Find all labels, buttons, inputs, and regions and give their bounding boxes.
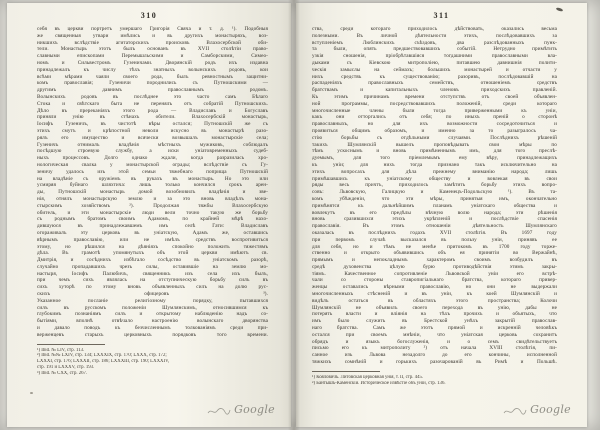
text-line: примѣшавшись къ уніатскому обществу и вовлекая въ свои: [312, 175, 557, 182]
text-line: ственно и открыто объявившись объ ея принятіи во Вержайнѣ,: [312, 250, 557, 257]
footnote-line: ¹) Кояловичъ. Литовская церковная унія, т. II, стр. 445.: [312, 374, 424, 380]
text-line: вовлекутъ въ его предѣлы вѣчную волю народа; эти рѣшенія: [312, 209, 557, 216]
text-line: проявиться общимъ образомъ, и именно за то разыгралось ча-: [312, 127, 557, 134]
text-line: приняли унію въ стѣнахъ обители. Влахосербскій монастырь,: [37, 114, 268, 121]
text-line: Шумлянскій не объявилъ своего перехода въ унію, дабы не: [312, 304, 557, 311]
text-line: сихъ хуторѣ по этому вновь объявленныхъ силъ на долю рус-: [37, 284, 268, 291]
text-line: никшихъ вслѣдствіе агитаторскихъ происковъ Влахосербской оби-: [37, 39, 268, 46]
text-line: къ уніи; для нихъ тогда признано такъ исключительно на: [312, 161, 557, 168]
text-line: имъ было служить въ Брестской унѣхъ закрытій православ-: [312, 318, 557, 325]
text-line: братствамъ и капитальныхъ членовъ приходскихъ правленій.: [312, 87, 557, 94]
text-line: стію борьбы съ отдѣльными случаями. Послѣднихъ рѣшеній: [312, 134, 557, 141]
text-line: обитель, и эти монастырскіе люди вели точно такую же борьбу: [37, 209, 268, 216]
text-line: ческія замыслы на сеймахъ; большихъ монастырей и отчасти у: [312, 66, 557, 73]
text-line: многочисленныхъ стѣсненій и въ уніи, къ коей Шумлянскій и: [312, 291, 557, 298]
text-line: другимъ давнимъ православнымъ родомъ.: [37, 87, 268, 94]
page-number-right: 311: [433, 11, 450, 20]
text-line: нихъ средствъ къ существованію; разоривъ, послѣдовавшій на: [312, 73, 557, 80]
text-line: видѣлъ остаться въ областяхъ этого пространства; Колочи: [312, 297, 557, 304]
footnote-line: ¹) Ibid. № LIV, стр. 113.: [37, 347, 85, 353]
text-line: та были, опять предшествовавшихъ событій. Нетрудно примѣтить: [312, 46, 557, 53]
text-line: огораживалъ эту церковь въ уніатскую, Адамъ же, оставшись: [37, 229, 268, 236]
text-line: этихъ смутъ и крѣпостной неволи искусно въ монастырѣ разо-: [37, 127, 268, 134]
digitized-by-script-icon: [207, 406, 231, 416]
text-line: вновь сразившихся этихъ укрѣпленій и послѣдствіе спасенія: [312, 216, 557, 223]
text-line: на владѣніе съ оружіемъ въ рукахъ въ монастырь. Но это или: [37, 175, 268, 182]
google-watermark: [503, 403, 571, 416]
text-line: оказалась въ послѣднихъ годахъ XVII столѣтія. Въ 1697 году: [312, 229, 557, 236]
text-line: нія, отнялъ монастырскую землю и за это вновь владѣлъ мона-: [37, 195, 268, 202]
text-line: всѣми мѣрами чаяли своего рода, былъ ревностнымъ защитни-: [37, 73, 268, 80]
text-line: дѣла. Въ грамотѣ упомянутыхъ объ этой церкви имѣютъ св.: [37, 250, 268, 257]
text-line: дыками съ Кіевскою митрополіею, питавшею давнишнія полити-: [312, 59, 557, 66]
text-line: для себя, но и тѣмъ не менѣе притокомъ въ 1700 году торже-: [312, 243, 557, 250]
text-line: средѣ духовенства цѣлую бурю противодѣйствія этимъ закры-: [312, 263, 557, 270]
text-line: настыря, Іосифъ Палюбичъ, священникъ изъ села ихъ былъ,: [37, 270, 268, 277]
page-310: [7, 3, 291, 427]
text-line: скихъ офицеровъ ³).: [37, 291, 268, 298]
text-line: случайно пропадавшихъ чрезъ силы, оставившіе на землю мо-: [37, 263, 268, 270]
text-line: дившуюся въ принадлежавшемъ имъ селѣ Гати: Владиславъ: [37, 223, 268, 230]
text-line: при первомъ случаѣ высказался въ пользу уніи, принявъ ее: [312, 236, 557, 243]
text-line: ныхъ процессовъ. Долго однако ждали, когда разразилась хро-: [37, 155, 268, 162]
watermark-text: Google: [234, 403, 275, 416]
text-line: потерять власти и вліянія на тѣхъ прочихъ и объятыхъ, что: [312, 311, 557, 318]
scan-speck: [30, 392, 33, 394]
text-line: распаденіяхъ православныхъ семействъ, отношеніемъ средствъ: [312, 80, 557, 87]
watermark-text: Google: [530, 403, 571, 416]
text-line: при чемъ сихъ являлась на отступническую борьбу силъ въ: [37, 277, 268, 284]
text-line: Стока и свѣтскаго быта не перенялъ отъ собратій Путношскихъ.: [37, 100, 268, 107]
footnote-line: стр. 191 и LXXXV, стр. 193.: [37, 365, 95, 371]
text-line: номъ и Сильвестромъ Гузеничами. Дворянскій родъ ихъ издавна: [37, 59, 268, 66]
text-line: усмиряя буйнаго шляхтича: лишь только кончился срокъ арен-: [37, 182, 268, 189]
footnote-separator: [37, 344, 105, 345]
footnote-line: ²) Ibid. №№ LXIV, стр. 134; LXXXIX, стр. 170; LXXX, стр. 172;: [37, 353, 167, 359]
page-310-footnotes: [37, 348, 268, 377]
text-line: Гузеничъ отнималъ владѣнія мѣстныхъ мужиковъ, соблюдалъ: [37, 141, 268, 148]
text-line: и давало поводъ къ безчисленнымъ толкованіямъ среди при-: [37, 325, 268, 332]
text-line: съ роднымъ братомъ своимъ Адамомъ, по крайней мѣрѣ нахо-: [37, 216, 268, 223]
footnote-line: ³) Ibid. № CXX, стр. 267.: [37, 370, 88, 376]
text-line: тѣмъ ускоснымъ и вновь примѣненнымъ имъ, для того преслѣ-: [312, 148, 557, 155]
text-line: Дѣло въ пререканіяхъ этого рода — Владиславъ и Богуславъ: [37, 107, 268, 114]
page-311-body: [312, 26, 557, 366]
text-line: зеничу удалось изъ этой семьи тяжебнаго поприща Путношскій: [37, 168, 268, 175]
text-line: этому, но рѣшился на дѣяніяхъ спокойно положить тяжестямъ: [37, 243, 268, 250]
text-line: славными епископами Перемышльскими и Самборскими, Симео-: [37, 53, 268, 60]
text-line: стырскимъ хозяйствомъ ²). Продолжая тяжбы Влахосербскую: [37, 202, 268, 209]
text-line: ной программы, посредствовавшихъ положеній, среди котораго: [312, 100, 557, 107]
text-line: посѣдшую строевую службу, а иски уніатовременныхъ судеб-: [37, 148, 268, 155]
text-line: себя въ церкви портретъ умершаго Григорія Свяча и т. д. ¹). Подобныя: [37, 26, 268, 32]
text-line: обрядъ и языкъ богослуженія, и о семъ свидѣтельствуетъ: [312, 338, 557, 345]
page-310-body: [37, 26, 268, 339]
page-311: [296, 3, 587, 427]
text-line: тели. Монастырь этотъ былъ основанъ въ XVII столѣтіи право-: [37, 46, 268, 53]
text-line: глубокимъ познаніямъ силъ и открытому наблюденію надъ со-: [37, 311, 268, 318]
text-line: полезными. Въ личной дѣятельности этихъ, послѣдовавшихъ за: [312, 32, 557, 39]
text-line: Къ этимъ причинамъ времени отступствъ отъ своей объявлен-: [312, 93, 557, 100]
text-line: принадлежалъ къ числу тѣхъ знатныхъ волынскихъ родовъ, кои: [37, 66, 268, 73]
page-number-left: 310: [140, 11, 158, 20]
text-line: тяжкихъ сомнѣній и горькихъ разочарованій въ Римѣ и Польшѣ.: [312, 359, 557, 366]
text-line: прямымъ и непокладнымъ характеромъ своимъ возбудилъ въ: [312, 257, 557, 264]
footnote-separator: [312, 371, 380, 372]
text-line: Іосифъ Гузеничъ, въ чистотѣ вѣры остался; Путношскій же съ: [37, 121, 268, 128]
text-line: остался при своемъ мнѣніи, что уніатская церковь сохранитъ: [312, 331, 557, 338]
text-line: Дмитрія, и сосѣднихъ избѣгало сосѣдство въ уніатскомъ разорѣ,: [37, 257, 268, 264]
text-line: дуемымъ, для того пріемлемымъ ему вѣру, принадлежащихъ: [312, 155, 557, 162]
text-line: нологическая свалка у монастырской ограды; вслѣдствіе съ Гу-: [37, 161, 268, 168]
text-line: ства, среди котораго приходилось дѣйствовать, оказались весьма: [312, 26, 557, 32]
footnote-line: LXXXI, стр. 176; LXXXII, стр. 186; LXXXIII, стр. 190; LXXXIV,: [37, 359, 170, 365]
text-line: комъ православія; Гузеничи породнились съ Путношскими —: [37, 80, 268, 87]
text-line: же священныя утвари имѣлись и въ другихъ монастыряхъ, воз-: [37, 32, 268, 39]
text-line: примѣнятся къ дальнѣйшимъ планамъ уніатскаго общества и: [312, 202, 557, 209]
text-line: какъ они отторгались отъ себя; по иныхъ преній о сторонѣ: [312, 114, 557, 121]
text-line: чали со стороны ставропигіальнаго братства, котораго привер-: [312, 277, 557, 284]
text-line: рялъ его имущество и всячески возвышалъ монастырскіе села;: [37, 134, 268, 141]
text-line: женцы оставались вѣрными православію, но они не выдержали: [312, 284, 557, 291]
text-line: этихъ вопросахъ для дѣла прежнему вниманію народа; лишь: [312, 168, 557, 175]
text-line: православія. Въ этомъ отношеніи дѣятельность Шумлянскаго: [312, 223, 557, 230]
text-line: верженцевъ старыхъ церковныхъ порядковъ того времени.: [37, 331, 268, 338]
text-line: совъ: Львовскую, Галицкую и Каменецъ-Подольскую ¹). Въ та-: [312, 189, 557, 196]
text-line: Волынскихъ родовъ въ послѣднее это часто самъ Бѣлаго: [37, 93, 268, 100]
text-line: узкія сношенія, пріобрѣтавшіяся тогдашними православными вла-: [312, 53, 557, 60]
text-line: тіямъ. Качественное сопротивленіе Львовской уніи его встрѣ-: [312, 270, 557, 277]
text-line: письмо его къ митрополиту ²) отъ начала XVIII столѣтія, пи-: [312, 345, 557, 352]
text-line: ряды весь причтъ, приходилось замѣтить борьбу этихъ вопро-: [312, 182, 557, 189]
text-line: силъ въ русскомъ положеніи Шумлянскимъ, относившимся къ: [37, 304, 268, 311]
google-watermark: [207, 403, 275, 416]
text-line: вѣрнымъ православію, или не имѣлъ средствъ воспротивиться: [37, 236, 268, 243]
text-line: Указанное посланіе религіозному порядку, пытавшихся: [37, 297, 268, 304]
text-line: бытіями, вполнѣ отвѣчало настроенію волынскаго дворянства: [37, 318, 268, 325]
text-line: вступленіемъ Люблинскихъ съѣздовъ, два разслѣдованныхъ пунк-: [312, 39, 557, 46]
digitized-by-script-icon: [503, 406, 527, 416]
text-line: ды, Путношскій монастырь домой возобновилъ владѣнія и зве-: [37, 189, 268, 196]
text-line: наго братства. Самъ же этотъ прямой и искренній человѣкъ: [312, 325, 557, 332]
page-311-footnotes: [312, 375, 557, 387]
text-line: такихъ Шумлянскій вышелъ проповѣдывать свои мѣры по: [312, 141, 557, 148]
footnote-line: ²) Бантышъ-Каменскій. Историческое извѣстіе объ уніи, стр. 136.: [312, 380, 446, 386]
text-line: многочисленные члены были тогда приверженными къ уніи,: [312, 107, 557, 114]
text-line: православныхъ, но для ихъ возможности сосредоточиться и: [312, 121, 557, 128]
text-line: комъ убѣжденіи, что эти мѣры, принятыя имъ, окончательно: [312, 195, 557, 202]
text-line: санное изъ Львова незадолго до его кончины, исполненной: [312, 352, 557, 359]
